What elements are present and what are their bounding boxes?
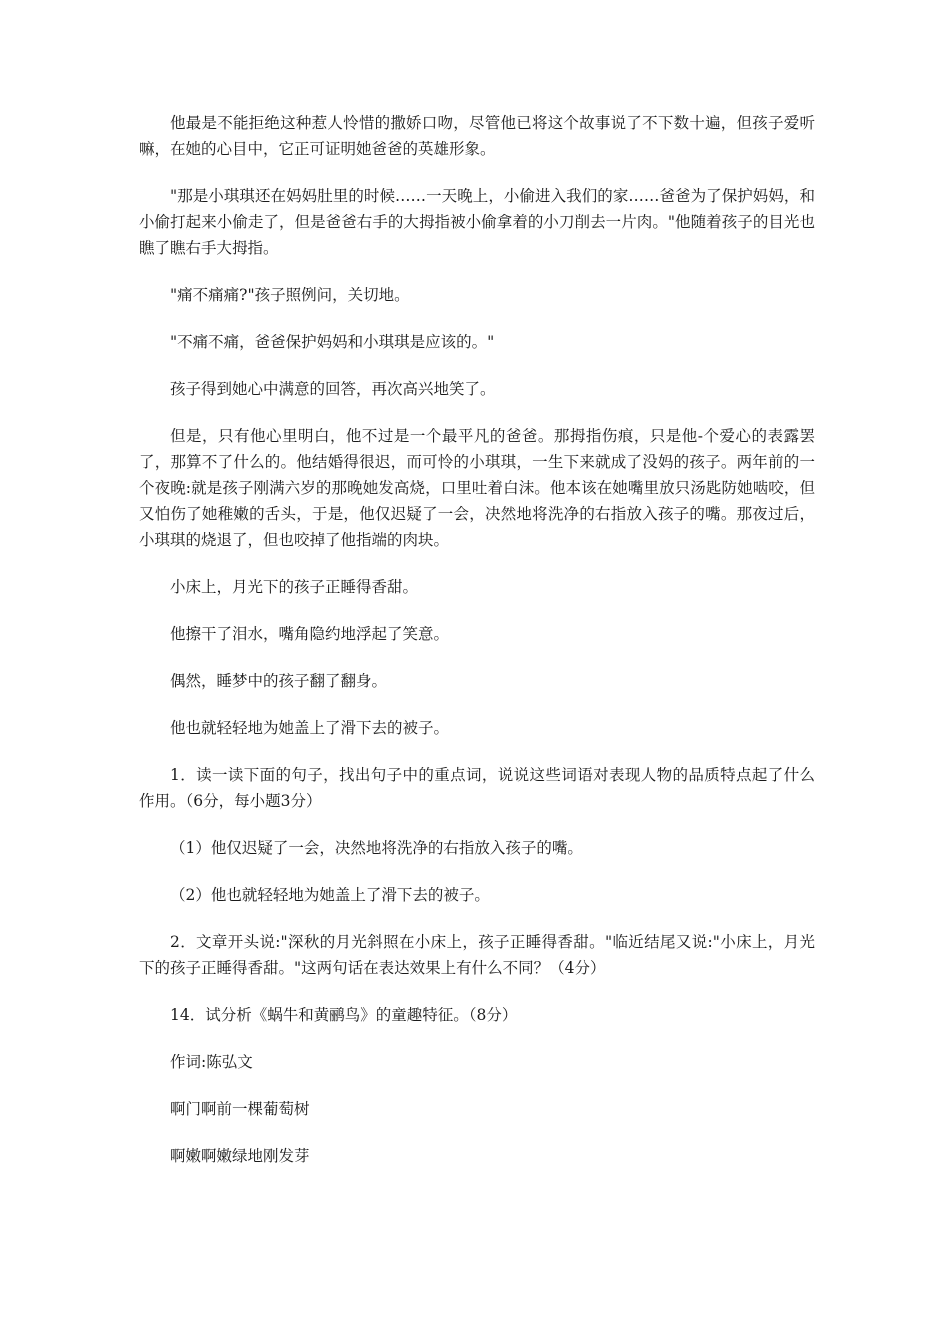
question-1-item-2: （2）他也就轻轻地为她盖上了滑下去的被子。 bbox=[170, 886, 490, 904]
story-paragraph: "不痛不痛，爸爸保护妈妈和小琪琪是应该的。" bbox=[170, 333, 495, 351]
question-1: 1．读一读下面的句子，找出句子中的重点词，说说这些词语对表现人物的品质特点起了什么作用。（6分，每小题3分） bbox=[139, 766, 815, 810]
story-paragraph: 偶然，睡梦中的孩子翻了翻身。 bbox=[170, 672, 388, 690]
question-1-item-1: （1）他仅迟疑了一会，决然地将洗净的右指放入孩子的嘴。 bbox=[170, 839, 583, 857]
document-body bbox=[139, 110, 815, 1190]
story-paragraph: "那是小琪琪还在妈妈肚里的时候……一天晚上，小偷进入我们的家……爸爸为了保护妈妈，和小偷打起来小偷走了，但是爸爸右手的大拇指被小偷拿着的小刀削去一片肉。"他随着孩子的目光也瞧了瞧右手大拇指。 bbox=[139, 187, 815, 257]
story-paragraph: 孩子得到她心中满意的回答，再次高兴地笑了。 bbox=[170, 380, 496, 398]
song-credit: 作词:陈弘文 bbox=[170, 1053, 253, 1071]
story-paragraph: 他也就轻轻地为她盖上了滑下去的被子。 bbox=[170, 719, 450, 737]
story-paragraph: 小床上，月光下的孩子正睡得香甜。 bbox=[170, 578, 419, 596]
story-paragraph: 他最是不能拒绝这种惹人怜惜的撒娇口吻，尽管他已将这个故事说了不下数十遍，但孩子爱听嘛，在她的心目中，它正可证明她爸爸的英雄形象。 bbox=[139, 114, 815, 158]
question-2: 2．文章开头说:"深秋的月光斜照在小床上，孩子正睡得香甜。"临近结尾又说:"小床上，月光下的孩子正睡得香甜。"这两句话在表达效果上有什么不同？（4分） bbox=[139, 933, 815, 977]
story-paragraph: 他擦干了泪水，嘴角隐约地浮起了笑意。 bbox=[170, 625, 450, 643]
song-lyric-line: 啊门啊前一棵葡萄树 bbox=[170, 1100, 310, 1118]
song-lyric-line: 啊嫩啊嫩绿地刚发芽 bbox=[170, 1147, 310, 1165]
story-paragraph: 但是，只有他心里明白，他不过是一个最平凡的爸爸。那拇指伤痕，只是他-个爱心的表露罢了，那算不了什么的。他结婚得很迟，而可怜的小琪琪，一生下来就成了没妈的孩子。两年前的一个夜晚:就是孩子刚满六岁的那晚她发高烧，口里吐着白沫。他本该在她嘴里放只汤匙防她啮咬，但又怕伤了她稚嫩的舌头，于是，他仅迟疑了一会，决然地将洗净的右指放入孩子的嘴。那夜过后，小琪琪的烧退了，但也咬掉了他指端的肉块。 bbox=[139, 427, 815, 549]
question-14: 14．试分析《蜗牛和黄鹂鸟》的童趣特征。（8分） bbox=[170, 1006, 518, 1024]
story-paragraph: "痛不痛痛?"孩子照例问，关切地。 bbox=[170, 286, 410, 304]
